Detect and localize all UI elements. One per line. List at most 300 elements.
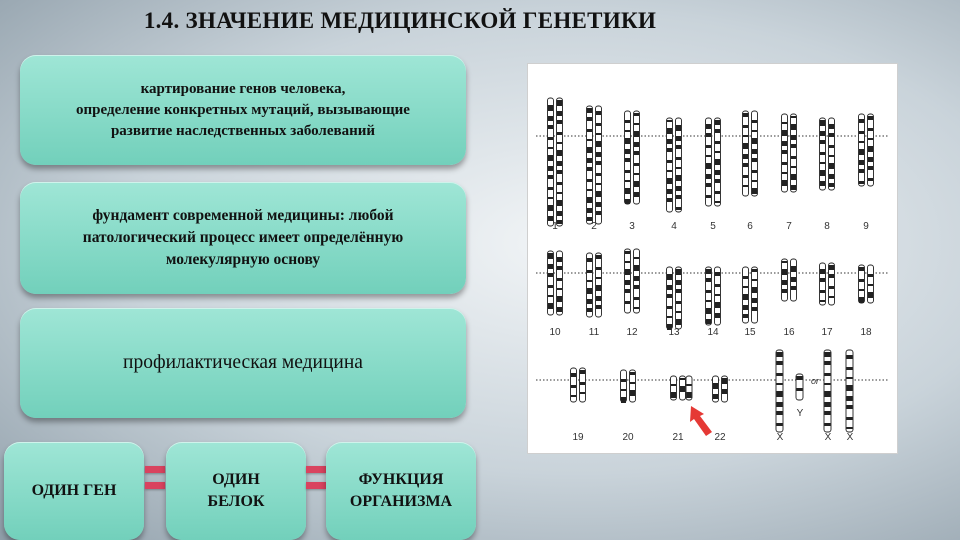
chromosome-14-band bbox=[706, 278, 711, 282]
chromosome-21-extra-band bbox=[687, 392, 692, 398]
chromosome-13-band bbox=[667, 294, 672, 298]
chromosome-x-band bbox=[847, 367, 853, 370]
chromosome-x-band bbox=[825, 423, 831, 426]
chromosome-label: 10 bbox=[549, 327, 561, 338]
chromosome-3-band bbox=[634, 131, 639, 137]
chromosome-7-band bbox=[791, 174, 796, 180]
chromosome-x-band bbox=[847, 427, 853, 429]
chromosome-21-band bbox=[671, 392, 676, 398]
chromosome-2-band bbox=[587, 108, 592, 113]
chromosome-10-band bbox=[557, 307, 562, 312]
chromosome-9-band bbox=[868, 157, 873, 162]
chromosome-label: 19 bbox=[572, 432, 584, 443]
chromosome-18-band bbox=[868, 284, 873, 286]
chromosome-19-band bbox=[571, 385, 576, 388]
chromosome-13-band bbox=[676, 269, 681, 275]
chromosome-2-band bbox=[596, 161, 601, 165]
chromosome-4-band bbox=[676, 157, 681, 160]
chromosome-17-band bbox=[829, 265, 834, 270]
chromosome-10-band bbox=[557, 266, 562, 270]
chromosome-label: 7 bbox=[786, 221, 792, 232]
chromosome-x-band bbox=[777, 402, 783, 407]
chromosome-3-band bbox=[634, 123, 639, 125]
chromosome-5-band bbox=[715, 179, 720, 183]
chromosome-x-band bbox=[847, 355, 853, 359]
chromosome-9-band bbox=[859, 119, 864, 123]
page-title: 1.4. ЗНАЧЕНИЕ МЕДИЦИНСКОЙ ГЕНЕТИКИ bbox=[143, 8, 657, 33]
chromosome-13-band bbox=[676, 301, 681, 304]
chromosome-x-band bbox=[777, 391, 783, 397]
chromosome-11-band bbox=[587, 288, 592, 294]
chromosome-5-band bbox=[706, 195, 711, 198]
chromosome-14-band bbox=[706, 290, 711, 293]
chromosome-4-band bbox=[667, 120, 672, 122]
chromosome-label: 4 bbox=[671, 221, 677, 232]
chromosome-7-band bbox=[791, 166, 796, 168]
chromosome-x-band bbox=[825, 352, 831, 357]
chromosome-14-band bbox=[706, 269, 711, 274]
chromosome-10-band bbox=[548, 264, 553, 269]
chromosome-11-band bbox=[596, 277, 601, 279]
chromosome-18-band bbox=[859, 289, 864, 291]
chromosome-13-band bbox=[667, 285, 672, 290]
chromosome-18-band bbox=[859, 279, 864, 282]
chromosome-8-band bbox=[820, 140, 825, 144]
chromosome-3-band bbox=[634, 181, 639, 187]
label-x: X bbox=[776, 432, 784, 443]
chromosome-9-band bbox=[859, 149, 864, 155]
chain-one-gene bbox=[4, 442, 144, 540]
chromosome-15-band bbox=[752, 307, 757, 311]
chromosome-6-band bbox=[743, 185, 748, 187]
chromosome-3-band bbox=[625, 149, 630, 154]
chromosome-15-band bbox=[752, 269, 757, 272]
chromosome-7-band bbox=[791, 135, 796, 140]
equals-sign-1 bbox=[145, 466, 165, 496]
chromosome-7-band bbox=[791, 185, 796, 190]
chromosome-1-band bbox=[557, 100, 562, 106]
chromosome-1-band bbox=[557, 200, 562, 206]
chromosome-6 bbox=[743, 111, 749, 196]
chromosome-5-band bbox=[706, 133, 711, 137]
chromosome-2-band bbox=[596, 183, 601, 185]
chromosome-9-band bbox=[859, 160, 864, 165]
chromosome-9-band bbox=[868, 178, 873, 181]
chromosome-label: 13 bbox=[668, 327, 680, 338]
chromosome-3-band bbox=[634, 173, 639, 175]
chromosome-9-band bbox=[868, 128, 873, 131]
chromosome-14-band bbox=[715, 302, 720, 308]
chromosome-1-band bbox=[548, 175, 553, 179]
chromosome-20-band bbox=[630, 390, 635, 396]
chromosome-2-band bbox=[587, 167, 592, 171]
chromosome-5-band bbox=[706, 163, 711, 169]
chromosome-4-band bbox=[676, 145, 681, 149]
chromosome-14-band bbox=[715, 294, 720, 296]
chromosome-label: 21 bbox=[672, 432, 684, 443]
chromosome-15-band bbox=[752, 279, 757, 281]
chromosome-label: 18 bbox=[860, 327, 872, 338]
karyotype-image bbox=[527, 63, 898, 454]
chromosome-2-band bbox=[587, 147, 592, 153]
chromosome-3-band bbox=[625, 138, 630, 144]
chain-organism-function bbox=[326, 442, 476, 540]
chromosome-11-band bbox=[596, 305, 601, 309]
chromosome-17-band bbox=[820, 300, 825, 302]
chromosome-5-band bbox=[715, 141, 720, 144]
chromosome-10-band bbox=[548, 295, 553, 297]
chromosome-9-band bbox=[868, 166, 873, 170]
chromosome-6-band bbox=[752, 120, 757, 123]
chromosome-16-band bbox=[782, 261, 787, 263]
chromosome-4-band bbox=[667, 178, 672, 184]
chromosome-13-band bbox=[676, 289, 681, 293]
chromosome-x-band bbox=[847, 396, 853, 401]
chromosome-16-band bbox=[782, 280, 787, 285]
chromosome-9-band bbox=[859, 141, 864, 143]
box-gene-mapping-text: картирование генов человека, определение конкретных мутаций, вызывающие развитие наследственных заболеваний bbox=[76, 80, 410, 139]
chromosome-4-band bbox=[667, 139, 672, 144]
chromosome-8-band bbox=[820, 162, 825, 164]
chromosome-22-band bbox=[722, 378, 727, 384]
chromosome-x-band bbox=[777, 411, 783, 415]
chromosome-13-band bbox=[667, 316, 672, 318]
chromosome-11-band bbox=[587, 270, 592, 273]
chromosome-2-band bbox=[596, 111, 601, 115]
chromosome-7-band bbox=[791, 124, 796, 130]
chromosome-7-band bbox=[782, 172, 787, 174]
chain-one-protein-text: ОДИН БЕЛОК bbox=[207, 471, 265, 510]
chromosome-9-band bbox=[859, 131, 864, 134]
chromosome-17-band bbox=[829, 274, 834, 278]
chain-organism-function-text: ФУНКЦИЯ ОРГАНИЗМА bbox=[349, 471, 453, 510]
chromosome-21-extra-band bbox=[687, 384, 692, 386]
chromosome-17-band bbox=[829, 296, 834, 298]
chromosome-9-band bbox=[859, 181, 864, 184]
chromosome-16-band bbox=[782, 289, 787, 293]
chromosome-6-band bbox=[752, 180, 757, 182]
chromosome-3-band bbox=[625, 199, 630, 204]
chromosome-4-band bbox=[667, 148, 672, 152]
chromosome-18-band bbox=[868, 292, 873, 298]
chromosome-1-band bbox=[557, 142, 562, 144]
chromosome-15-band bbox=[743, 294, 748, 300]
chromosome-5-band bbox=[706, 174, 711, 179]
chromosome-6-band bbox=[743, 154, 748, 159]
equals-bar bbox=[306, 482, 326, 489]
chromosome-6-band bbox=[743, 175, 748, 178]
chromosome-1-band bbox=[548, 105, 553, 111]
chromosome-10-band bbox=[557, 278, 562, 281]
chromosome-2-band bbox=[587, 197, 592, 203]
chromosome-4-band bbox=[676, 207, 681, 210]
chromosome-x-band bbox=[825, 402, 831, 407]
chromosome-2-band bbox=[596, 202, 601, 207]
chromosome-y-band bbox=[797, 388, 803, 391]
chromosome-3-band bbox=[634, 163, 639, 166]
chromosome-7-band bbox=[791, 116, 796, 118]
chromosome-19-band bbox=[580, 392, 585, 394]
chromosome-6-band bbox=[752, 130, 757, 132]
chromosome-6-band bbox=[743, 135, 748, 137]
chromosome-1-band bbox=[548, 155, 553, 161]
chromosome-4-band bbox=[676, 167, 681, 169]
chromosome-10-band bbox=[557, 296, 562, 302]
chromosome-5-band bbox=[706, 145, 711, 148]
chromosome-6-band bbox=[743, 113, 748, 117]
chromosome-4-band bbox=[667, 198, 672, 202]
chromosome-12-band bbox=[634, 265, 639, 271]
chromosome-8-band bbox=[829, 133, 834, 137]
chromosome-8-band bbox=[829, 124, 834, 129]
chromosome-11-band bbox=[587, 299, 592, 304]
chromosome-15-band bbox=[743, 276, 748, 279]
chromosome-11-band bbox=[587, 280, 592, 282]
chromosome-4-band bbox=[667, 128, 672, 134]
chromosome-3-band bbox=[625, 158, 630, 162]
chromosome-4-band bbox=[676, 175, 681, 181]
chromosome-label: 1 bbox=[552, 221, 558, 232]
chromosome-2-band bbox=[587, 139, 592, 141]
chromosome-label: 20 bbox=[622, 432, 634, 443]
chromosome-12-band bbox=[625, 269, 630, 275]
chromosome-2-band bbox=[587, 117, 592, 121]
label-or: or bbox=[810, 376, 820, 386]
chromosome-6-band bbox=[743, 143, 748, 149]
chromosome-17-band bbox=[820, 290, 825, 293]
chromosome-label: 17 bbox=[821, 327, 833, 338]
chromosome-8-band bbox=[829, 163, 834, 169]
chromosome-12-band bbox=[625, 289, 630, 293]
chromosome-4-band bbox=[676, 136, 681, 141]
chromosome-4-band bbox=[667, 189, 672, 194]
chromosome-12-band bbox=[625, 261, 630, 263]
chromosome-2-band bbox=[596, 141, 601, 147]
chromosome-7-band bbox=[782, 150, 787, 154]
chain-one-protein bbox=[166, 442, 306, 540]
chromosome-16-band bbox=[782, 269, 787, 275]
chromosome-label: 6 bbox=[747, 221, 753, 232]
chromosome-5-band bbox=[715, 129, 720, 133]
chromosome-13-band bbox=[667, 274, 672, 280]
chromosome-9-band bbox=[868, 146, 873, 152]
chromosome-16-band bbox=[791, 277, 796, 282]
chromosome-5 bbox=[706, 118, 712, 206]
chromosome-17-band bbox=[820, 278, 825, 282]
chromosome-3-band bbox=[634, 142, 639, 147]
chromosome-4-band bbox=[667, 160, 672, 163]
chromosome-5-band bbox=[706, 124, 711, 129]
chromosome-16-band bbox=[791, 286, 796, 290]
chromosome-22-band bbox=[713, 394, 718, 399]
chromosome-8-band bbox=[820, 152, 825, 155]
chromosome-x-band bbox=[825, 373, 831, 376]
chromosome-6-band bbox=[743, 125, 748, 128]
chromosome-14-band bbox=[706, 300, 711, 302]
chromosome-label: 9 bbox=[863, 221, 869, 232]
chromosome-2-band bbox=[596, 211, 601, 215]
chromosome-18-band bbox=[859, 267, 864, 271]
chromosome-5-band bbox=[706, 183, 711, 187]
chromosome-1-band bbox=[557, 132, 562, 135]
chromosome-10-band bbox=[548, 303, 553, 309]
chromosome-8-band bbox=[820, 131, 825, 136]
chromosome-8-band bbox=[829, 155, 834, 157]
chromosome-6-band bbox=[752, 149, 757, 154]
chromosome-x-band bbox=[847, 417, 853, 420]
chromosome-22-band bbox=[713, 383, 718, 389]
chromosome-7-band bbox=[782, 122, 787, 124]
chromosome-2-band bbox=[587, 158, 592, 163]
chromosome-2-band bbox=[587, 189, 592, 191]
chromosome-x-band bbox=[825, 383, 831, 385]
chromosome-2-band bbox=[596, 123, 601, 126]
chromosome-2-band bbox=[587, 179, 592, 182]
chromosome-14-band bbox=[715, 313, 720, 318]
chromosome-2-band bbox=[587, 208, 592, 213]
chromosome-8-band bbox=[829, 174, 834, 179]
box-medicine-foundation-text: фундамент современной медицины: любой патологический процесс имеет определённую молекулярную основу bbox=[82, 207, 404, 268]
chromosome-19-band bbox=[571, 373, 576, 377]
chromosome-7-band bbox=[791, 144, 796, 148]
chromosome-4-band bbox=[676, 186, 681, 191]
chromosome-label: 12 bbox=[626, 327, 638, 338]
chromosome-12-band bbox=[625, 280, 630, 285]
chromosome-15 bbox=[752, 267, 758, 323]
chromosome-8-band bbox=[820, 120, 825, 126]
chromosome-y-band bbox=[797, 376, 803, 380]
chromosome-x-band bbox=[777, 373, 783, 376]
chromosome-20-band bbox=[621, 389, 626, 391]
chromosome-x-band bbox=[777, 361, 783, 365]
chromosome-11-band bbox=[596, 296, 601, 301]
equals-bar bbox=[145, 482, 165, 489]
chromosome-9-band bbox=[868, 138, 873, 140]
chromosome-13-band bbox=[667, 306, 672, 309]
chromosome-6-band bbox=[752, 158, 757, 162]
chromosome-12-band bbox=[634, 297, 639, 300]
chromosome-6-band bbox=[743, 163, 748, 167]
chromosome-5-band bbox=[715, 159, 720, 165]
chromosome-label: 5 bbox=[710, 221, 716, 232]
chromosome-18-band bbox=[859, 297, 864, 303]
chromosome-11-band bbox=[596, 285, 601, 291]
chromosome-14-band bbox=[706, 308, 711, 314]
chromosome-x-band bbox=[777, 383, 783, 385]
equals-sign-2 bbox=[306, 466, 326, 496]
chromosome-9-band bbox=[859, 169, 864, 173]
chromosome-1-band bbox=[548, 125, 553, 129]
chromosome-1-band bbox=[557, 120, 562, 124]
chromosome-4-band bbox=[676, 125, 681, 131]
chromosome-5-band bbox=[715, 151, 720, 153]
chromosome-8-band bbox=[829, 183, 834, 187]
chromosome-label: 2 bbox=[591, 221, 597, 232]
box-gene-mapping bbox=[20, 55, 466, 165]
chromosome-label: 11 bbox=[588, 327, 600, 338]
chromosome-10-band bbox=[548, 273, 553, 277]
chromosome-3-band bbox=[625, 120, 630, 123]
chromosome-10-band bbox=[548, 253, 553, 259]
chromosome-20-band bbox=[621, 379, 626, 382]
chromosome-5-band bbox=[706, 155, 711, 157]
chromosome-7-band bbox=[782, 141, 787, 146]
chromosome-15-band bbox=[743, 286, 748, 288]
chromosome-19-band bbox=[580, 370, 585, 374]
chromosome-3-band bbox=[625, 130, 630, 132]
chromosome-8-band bbox=[820, 170, 825, 176]
chromosome-21-band bbox=[680, 378, 685, 380]
chromosome-15-band bbox=[743, 305, 748, 310]
chromosome-11-band bbox=[596, 255, 601, 259]
chromosome-3-band bbox=[634, 151, 639, 155]
label-x: X bbox=[846, 432, 854, 443]
karyotype-svg bbox=[528, 64, 897, 453]
chromosome-1-band bbox=[548, 137, 553, 140]
chromosome-1-band bbox=[557, 170, 562, 174]
chromosome-13-band bbox=[676, 319, 681, 325]
box-preventive-medicine-text: профилактическая медицина bbox=[123, 352, 363, 373]
chromosome-x-band bbox=[847, 385, 853, 391]
chromosome-12-band bbox=[625, 301, 630, 304]
chromosome-12-band bbox=[634, 285, 639, 289]
chromosome-21-band bbox=[671, 384, 676, 386]
chromosome-3-band bbox=[625, 170, 630, 173]
chromosome-20-band bbox=[630, 372, 635, 375]
chromosome-2-band bbox=[587, 129, 592, 132]
chromosome-20-band bbox=[621, 397, 626, 403]
chromosome-2-band bbox=[596, 152, 601, 157]
chromosome-label: 8 bbox=[824, 221, 830, 232]
chromosome-1-band bbox=[557, 150, 562, 156]
chromosome-2-band bbox=[596, 133, 601, 135]
chromosome-7-band bbox=[782, 162, 787, 165]
chromosome-21-band bbox=[680, 386, 685, 392]
chromosome-x-band bbox=[777, 352, 783, 357]
chromosome-18-band bbox=[868, 274, 873, 277]
red-arrow-icon bbox=[690, 406, 712, 436]
chromosome-11-band bbox=[587, 258, 592, 262]
chromosome-1-band bbox=[548, 116, 553, 121]
chromosome-5-band bbox=[715, 191, 720, 194]
chromosome-1-band bbox=[557, 182, 562, 185]
chromosome-7-band bbox=[782, 180, 787, 186]
chromosome-15-band bbox=[743, 314, 748, 318]
chromosome-6-band bbox=[752, 138, 757, 144]
chromosome-1-band bbox=[557, 211, 562, 216]
chromosome-10-band bbox=[557, 257, 562, 262]
chromosome-1-band bbox=[548, 187, 553, 190]
chromosome-x-band bbox=[825, 361, 831, 365]
chromosome-20-band bbox=[630, 382, 635, 384]
chromosome-12-band bbox=[634, 257, 639, 259]
chromosome-x-band bbox=[847, 405, 853, 409]
chromosome-22-band bbox=[722, 389, 727, 394]
equals-bar bbox=[145, 466, 165, 473]
chromosome-label: 14 bbox=[707, 327, 719, 338]
label-x: X bbox=[824, 432, 832, 443]
chromosome-1-band bbox=[557, 161, 562, 166]
chromosome-12-band bbox=[634, 307, 639, 309]
chromosome-19-band bbox=[571, 395, 576, 397]
chromosome-2-band bbox=[596, 191, 601, 197]
chromosome-15-band bbox=[752, 298, 757, 303]
chromosome-14-band bbox=[706, 319, 711, 324]
chromosome-label: 22 bbox=[714, 432, 726, 443]
chromosome-10-band bbox=[557, 288, 562, 290]
chromosome-1-band bbox=[548, 205, 553, 211]
chromosome-1-band bbox=[548, 147, 553, 149]
